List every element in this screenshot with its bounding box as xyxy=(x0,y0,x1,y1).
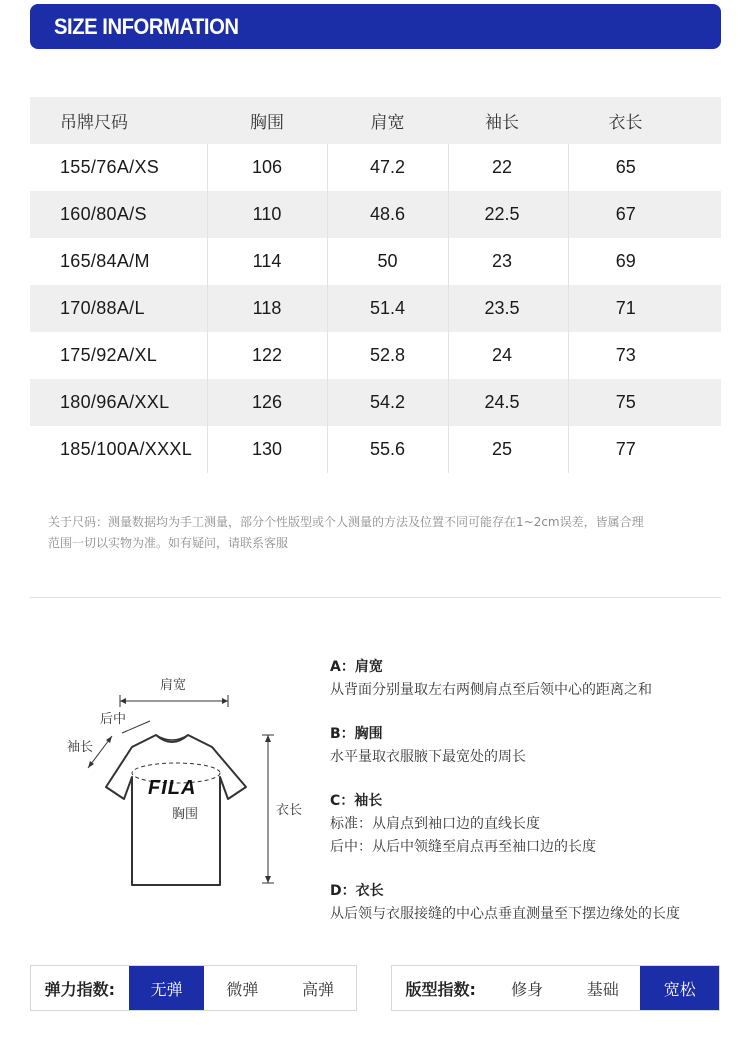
fit-index xyxy=(391,965,720,1011)
table-row xyxy=(30,379,721,426)
definition-title: D：衣长 xyxy=(330,883,384,899)
fit-option-slim[interactable]: 修身 xyxy=(511,979,544,999)
cell-length: 67 xyxy=(568,191,721,238)
cell-shoulder: 50 xyxy=(327,238,448,285)
cell-size: 175/92A/XL xyxy=(60,345,158,365)
cell-size: 180/96A/XXL xyxy=(30,379,207,426)
chest-label: 胸围 xyxy=(172,807,199,822)
cell-sleeve: 25 xyxy=(448,426,568,473)
table-row xyxy=(30,238,721,285)
elasticity-option-none[interactable]: 无弹 xyxy=(129,966,205,1010)
cell-length: 69 xyxy=(568,238,721,285)
cell-shoulder: 47.2 xyxy=(327,144,448,191)
definition-text: 从后领与衣服接缝的中心点垂直测量至下摆边缘处的长度 xyxy=(330,906,680,922)
cell-shoulder: 54.2 xyxy=(327,379,448,426)
banner-title: SIZE INFORMATION xyxy=(54,13,239,39)
note-line: 范围一切以实物为准。如有疑问，请联系客服 xyxy=(48,536,289,550)
definition-text: 水平量取衣服腋下最宽处的周长 xyxy=(330,749,526,765)
cell-length: 71 xyxy=(568,285,721,332)
table-row xyxy=(30,191,721,238)
header-size: 吊牌尺码 xyxy=(30,97,207,144)
size-table xyxy=(30,97,721,473)
table-header-row xyxy=(30,97,721,144)
section-banner xyxy=(30,4,721,49)
divider xyxy=(30,597,721,598)
fila-logo: FILA xyxy=(148,777,197,799)
cell-size: 185/100A/XXXL xyxy=(60,439,193,459)
header-chest: 胸围 xyxy=(207,97,327,144)
cell-length: 65 xyxy=(568,144,721,191)
cell-sleeve: 22 xyxy=(448,144,568,191)
cell-chest: 130 xyxy=(207,426,327,473)
cell-sleeve: 23.5 xyxy=(448,285,568,332)
cell-size: 165/84A/M xyxy=(60,251,150,271)
definition-title: C：袖长 xyxy=(330,793,383,809)
table-row xyxy=(30,285,721,332)
note-line: 关于尺码：测量数据均为手工测量，部分个性版型或个人测量的方法及位置不同可能存在1~2cm误差，皆属合理 xyxy=(48,515,644,529)
table-row xyxy=(30,144,721,191)
fit-option-regular[interactable]: 基础 xyxy=(586,979,619,999)
cell-length: 77 xyxy=(568,426,721,473)
elasticity-index xyxy=(30,965,357,1011)
shoulder-label: 肩宽 xyxy=(160,678,187,693)
definition-chest xyxy=(330,723,730,769)
elasticity-label: 弹力指数: xyxy=(44,979,116,999)
cell-size: 170/88A/L xyxy=(30,285,207,332)
measurement-definitions xyxy=(330,656,730,947)
definition-sleeve xyxy=(330,790,730,859)
measurement-note xyxy=(48,512,720,554)
elasticity-option-high[interactable]: 高弹 xyxy=(302,979,335,999)
cell-shoulder: 52.8 xyxy=(327,332,448,379)
definition-text: 标准：从肩点到袖口边的直线长度 xyxy=(330,816,540,832)
cell-chest: 114 xyxy=(207,238,327,285)
cell-chest: 126 xyxy=(207,379,327,426)
table-row xyxy=(30,332,721,379)
definition-text: 从背面分别量取左右两侧肩点至后领中心的距离之和 xyxy=(330,682,652,698)
cell-chest: 110 xyxy=(207,191,327,238)
cell-sleeve: 22.5 xyxy=(448,191,568,238)
definition-text: 后中：从后中领缝至肩点再至袖口边的长度 xyxy=(330,839,596,855)
definition-title: A：肩宽 xyxy=(330,659,383,675)
cell-chest: 122 xyxy=(207,332,327,379)
back-center-label: 后中 xyxy=(100,712,127,727)
sleeve-label: 袖长 xyxy=(67,740,94,755)
length-label: 衣长 xyxy=(276,803,303,818)
cell-sleeve: 24 xyxy=(448,332,568,379)
header-sleeve: 袖长 xyxy=(448,97,568,144)
definition-title: B：胸围 xyxy=(330,726,383,742)
header-length: 衣长 xyxy=(568,97,721,144)
fit-option-loose[interactable]: 宽松 xyxy=(640,966,719,1010)
cell-length: 73 xyxy=(568,332,721,379)
definition-length xyxy=(330,880,730,926)
table-row xyxy=(30,426,721,473)
elasticity-option-slight[interactable]: 微弹 xyxy=(226,979,259,999)
cell-shoulder: 48.6 xyxy=(327,191,448,238)
cell-length: 75 xyxy=(568,379,721,426)
cell-sleeve: 23 xyxy=(448,238,568,285)
cell-size: 160/80A/S xyxy=(30,191,207,238)
fit-label: 版型指数: xyxy=(405,979,476,999)
definition-shoulder xyxy=(330,656,730,702)
cell-sleeve: 24.5 xyxy=(448,379,568,426)
cell-chest: 118 xyxy=(207,285,327,332)
header-shoulder: 肩宽 xyxy=(327,97,448,144)
cell-shoulder: 55.6 xyxy=(327,426,448,473)
cell-chest: 106 xyxy=(207,144,327,191)
cell-shoulder: 51.4 xyxy=(327,285,448,332)
cell-size: 155/76A/XS xyxy=(60,157,160,177)
tshirt-measure-diagram xyxy=(60,665,310,895)
